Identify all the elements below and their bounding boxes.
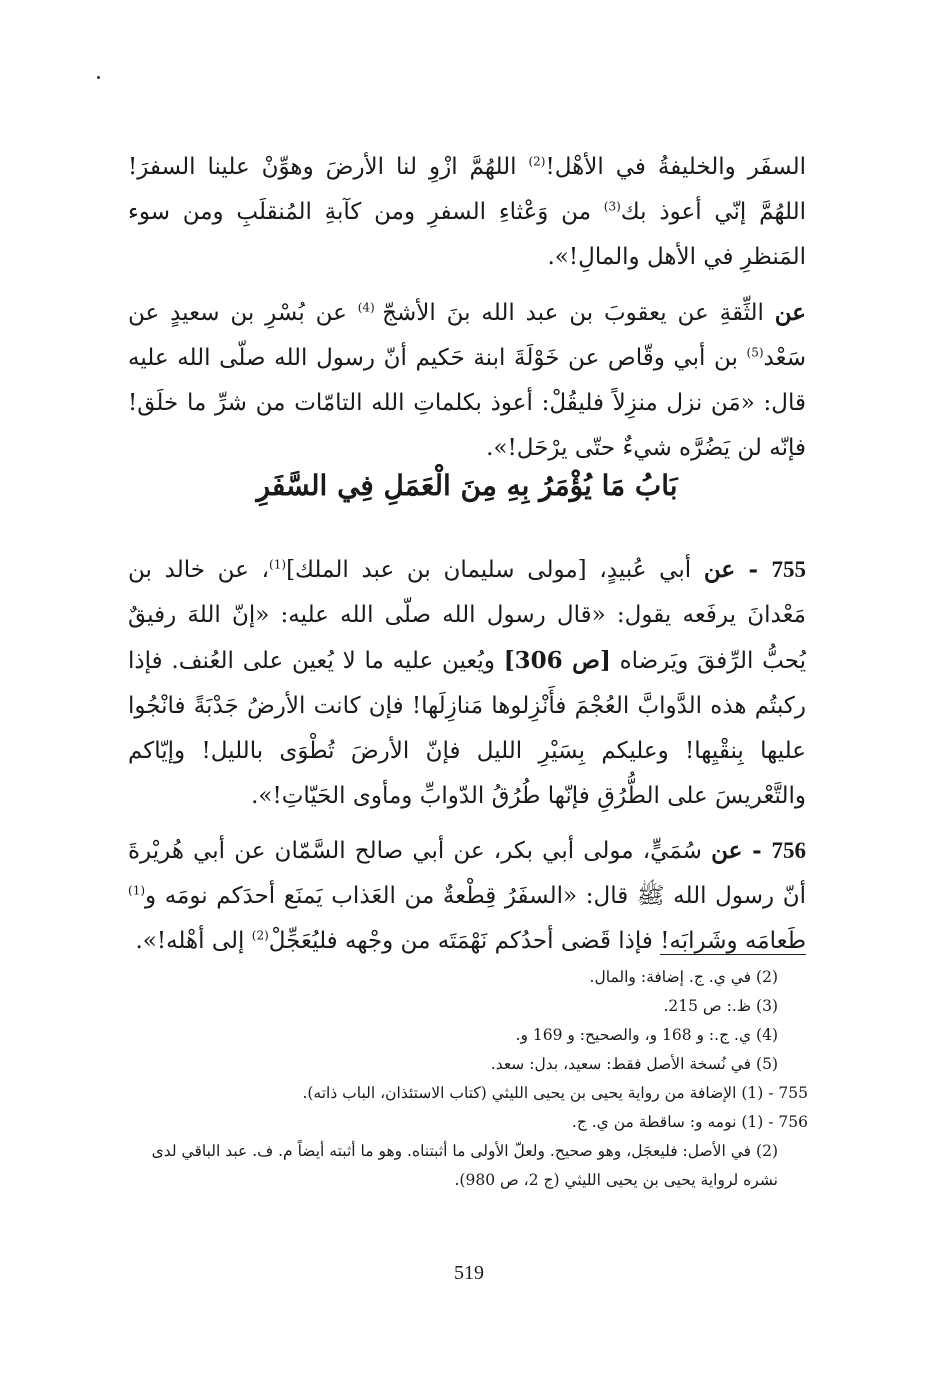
scan-speck [97, 76, 100, 79]
footnote-3: (3) ظ.: ص 215. [663, 997, 778, 1015]
footnote-ref-5: (5) [746, 345, 764, 360]
p1-text-2: اللهُمَّ ازْوِ لنا الأرضَ وهوِّنْ علينا السفرَ! اللهُمَّ إنّي أعوذ بك [128, 154, 806, 225]
p4-lead: - عن [711, 837, 772, 864]
p1-text-1: السفَر والخليفةُ في الأهْل! [545, 154, 806, 180]
p3-text-2: ، عن خالد بن مَعْدانَ يرفَعه يقول: «قال رسول الله صلّى الله عليه: «إنّ اللهَ رفيقٌ يُحبُّ الرِّفقَ ويَرضاه [128, 557, 806, 674]
footnote-ref-3: (3) [603, 199, 621, 214]
footnote-separator [660, 954, 806, 955]
p2-text-1: الثِّقةِ عن يعقوبَ بن عبد الله بنَ الأشجّ [382, 300, 775, 326]
paragraph-hadith-756 [128, 828, 806, 964]
p3-text-3: ويُعين عليه ما لا يُعين على العُنف. فإذا ركبتُم هذه الدَّوابَّ العُجْمَ فأَنْزِلوها مَنازِلَها! فإن كانت الأرضُ جَدْبَةً فانْجُوا عليها بِنقْيِها! وعليكم بِسَيْرِ الليل فإنّ الأرضَ تُطْوَى بالليل! وإيّاكم والتَّعْريسَ على الطُّرُقِ فإنّها طُرُقُ الدّوابِّ ومأوى الحَيّاتِ!». [128, 648, 806, 809]
p1-text-3: من وَعْثاءِ السفرِ ومن كآبةِ المُنقلَبِ ومن سوء المَنظرِ في الأهل والمالِ!». [128, 199, 806, 270]
footnote-756-1: 756 - (1) نومه و: ساقطة من ي. ج. [571, 1113, 808, 1131]
chapter-heading: بَابُ مَا يُؤْمَرُ بِهِ مِنَ الْعَمَلِ فِي السَّفَرِ [256, 469, 678, 502]
footnote-2: (2) في ي. ج. إضافة: والمال. [589, 968, 778, 986]
footnote-755-1: 755 - (1) الإضافة من رواية يحيى بن يحيى الليثي (كتاب الاستئذان، الباب ذاته). [302, 1084, 808, 1102]
paragraph-hadith-travel-prayer [128, 145, 806, 280]
footnote-ref-2: (2) [528, 154, 546, 169]
p3-lead: - عن [703, 556, 772, 583]
p4-text-2: طَعامَه وشَرابَه! فإذا قَضى أحدُكم نَهْمَتَه من وجْهه فليُعَجِّلْ [268, 928, 806, 954]
footnote-756-2: (2) في الأصل: فليعجَل، وهو صحيح. ولعلّ الأولى ما أثبتناه. وهو ما أثبته أيضاً م. ف. عبد الباقي لدى نشره لرواية يحيى بن يحيى الليثي (ج 2، ص 980). [151, 1142, 778, 1189]
p2-text-2: عن بُسْرِ بن سعيدٍ عن سَعْد [128, 300, 806, 371]
paragraph-hadith-755 [128, 547, 806, 819]
hadith-number-756: 756 [771, 838, 807, 863]
footnote-ref-755-1: (1) [269, 557, 287, 572]
hadith-number-755: 755 [771, 557, 806, 582]
footnote-ref-756-1: (1) [128, 883, 146, 898]
p4-text-1: سُمَيٍّ، مولى أبي بكر، عن أبي صالح السَّمّان عن أبي هُريْرةَ أنّ رسول الله ﷺ قال: «السفَرُ قِطْعةٌ من العَذاب يَمنَع أحدَكم نومَه و [128, 838, 806, 909]
footnote-ref-4: (4) [357, 300, 383, 315]
page-marker-306: [ص 306] [503, 647, 611, 674]
page-number: 519 [454, 1262, 484, 1284]
footnote-4: (4) ي. ج.: و 168 و، والصحيح: و 169 و. [515, 1026, 778, 1044]
footnotes [128, 963, 808, 1195]
p3-text-1: أبي عُبيدٍ، [مولى سليمان بن عبد الملك] [286, 557, 704, 583]
p2-text-3: بن أبي وقّاص عن خَوْلَةَ ابنة حَكيم أنّ رسول الله صلّى الله عليه قال: «مَن نزل منزِلاً فليقُلْ: أعوذ بكلماتِ الله التامّات من شرِّ ما خلَق! فإنّه لن يَضُرَّه شيءٌ حتّى يرْحَل!». [128, 345, 806, 461]
p4-text-3: إلى أهْله!». [135, 928, 252, 954]
p2-lead: عن [774, 299, 807, 326]
footnote-5: (5) في نُسخة الأصل فقط: سعيد، بدل: سعد. [490, 1055, 778, 1073]
footnote-ref-756-2: (2) [251, 928, 269, 943]
paragraph-hadith-khawla [128, 290, 806, 471]
